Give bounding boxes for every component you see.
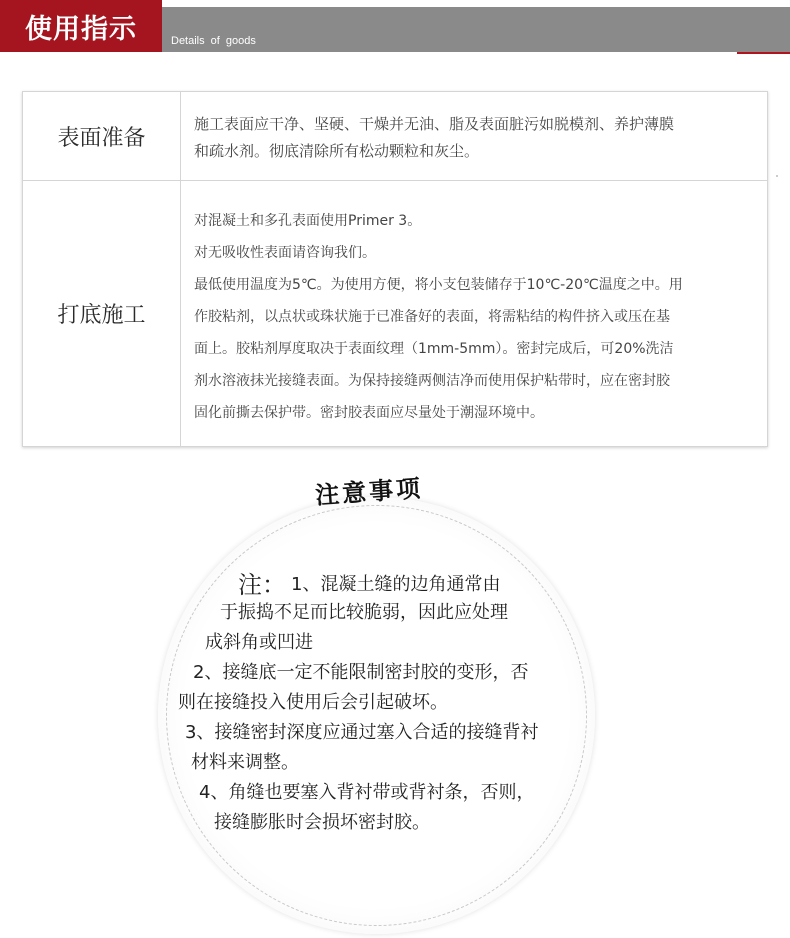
notes-prefix: 注： — [238, 571, 286, 599]
text-line: 对无吸收性表面请咨询我们。 — [194, 245, 376, 261]
table-row — [23, 92, 767, 181]
row-text-priming — [194, 205, 759, 429]
note-line: 则在接缝投入使用后会引起破坏。 — [178, 692, 448, 713]
note-line: 于振捣不足而比较脆弱，因此应处理 — [220, 602, 508, 623]
text-line: 最低使用温度为5℃。为使用方便，将小支包装储存于10℃-20℃温度之中。用 — [194, 277, 683, 293]
note-line: 接缝膨胀时会损坏密封胶。 — [214, 812, 430, 833]
note-line: 1、混凝土缝的边角通常由 — [291, 574, 501, 595]
notes-circle-dashed-border — [166, 505, 587, 926]
section-subtitle: Details of goods — [171, 35, 256, 47]
note-line: 材料来调整。 — [191, 752, 299, 773]
text-line: 施工表面应干净、坚硬、干燥并无油、脂及表面脏污如脱模剂、养护薄膜 — [194, 115, 675, 133]
note-line: 2、接缝底一定不能限制密封胶的变形，否 — [193, 662, 529, 683]
note-line: 4、角缝也要塞入背衬带或背衬条，否则， — [199, 782, 535, 803]
section-title: 使用指示 — [0, 0, 162, 52]
text-line: 剂水溶液抹光接缝表面。为保持接缝两侧洁净而使用保护粘带时，应在密封胶 — [194, 373, 670, 389]
text-line: 面上。胶粘剂厚度取决于表面纹理（1mm-5mm）。密封完成后，可20%洗洁 — [194, 341, 674, 357]
notes-title: 注意事项 — [314, 473, 425, 510]
header-accent-line — [737, 52, 790, 54]
row-text-surface-prep — [194, 111, 759, 165]
note-line: 3、接缝密封深度应通过塞入合适的接缝背衬 — [185, 722, 539, 743]
text-line: 对混凝土和多孔表面使用Primer 3。 — [194, 213, 422, 229]
row-label-priming: 打底施工 — [57, 303, 146, 328]
instructions-table — [22, 91, 768, 447]
text-line: 作胶粘剂，以点状或珠状施于已准备好的表面，将需粘结的构件挤入或压在基 — [194, 309, 670, 325]
decorative-dot — [776, 175, 778, 177]
text-line: 固化前撕去保护带。密封胶表面应尽量处于潮湿环境中。 — [194, 405, 544, 421]
note-line: 成斜角或凹进 — [205, 632, 313, 653]
text-line: 和疏水剂。彻底清除所有松动颗粒和灰尘。 — [194, 142, 480, 160]
row-label-surface-prep: 表面准备 — [57, 125, 146, 151]
